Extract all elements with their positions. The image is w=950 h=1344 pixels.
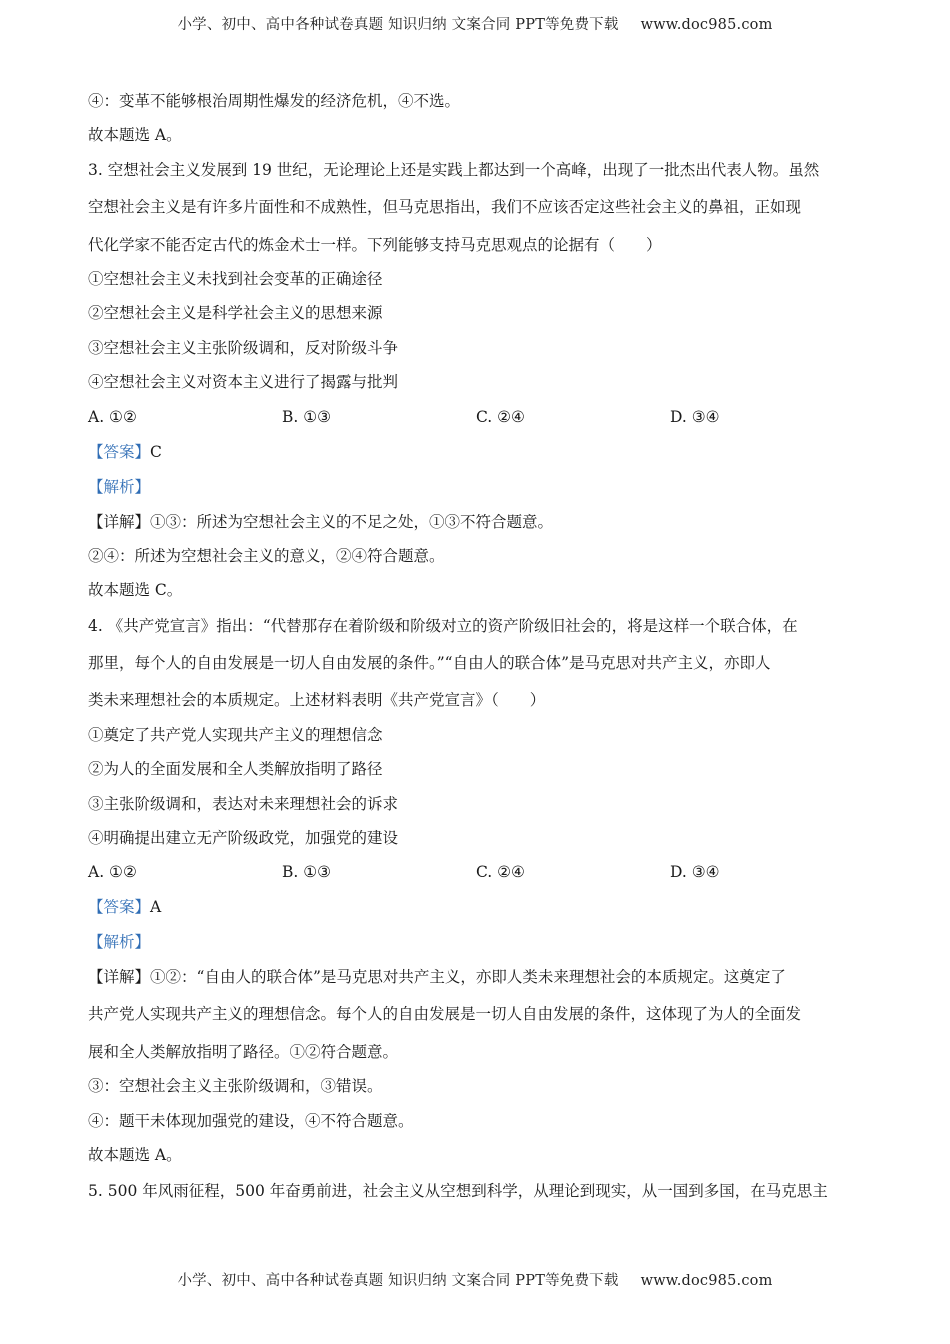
q4-item-3: ③主张阶级调和，表达对未来理想社会的诉求	[88, 795, 399, 813]
detail-text: ①②：“自由人的联合体”是马克思对共产主义，亦即人类未来理想社会的本质规定。这奠定了	[150, 968, 786, 986]
q4-conclusion: 故本题选 A。	[88, 1146, 182, 1164]
q4-option-d[interactable]: D. ③④	[670, 863, 720, 881]
q3-option-d[interactable]: D. ③④	[670, 408, 720, 426]
q4-answer	[88, 897, 161, 917]
answer-value: C	[150, 443, 162, 461]
q4-analysis-heading	[88, 932, 150, 952]
q3-conclusion: 故本题选 C。	[88, 581, 183, 599]
prev-conclusion: 故本题选 A。	[88, 126, 182, 144]
answer-tag: 【答案】	[88, 443, 151, 461]
q3-stem-line-3: 代化学家不能否定古代的炼金术士一样。下列能够支持马克思观点的论据有（ ）	[88, 236, 662, 254]
q3-analysis-heading	[88, 477, 150, 497]
q3-stem-line-1: 3. 空想社会主义发展到 19 世纪，无论理论上还是实践上都达到一个高峰，出现了一批杰出代表人物。虽然	[88, 161, 820, 179]
header-url[interactable]: www.doc985.com	[640, 17, 773, 33]
q4-stem-line-1: 4. 《共产党宣言》指出：“代替那存在着阶级和阶级对立的资产阶级旧社会的，将是这样一个联合体，在	[88, 617, 798, 635]
q4-item-1: ①奠定了共产党人实现共产主义的理想信念	[88, 726, 383, 744]
q3-item-4: ④空想社会主义对资本主义进行了揭露与批判	[88, 373, 399, 391]
q3-option-b[interactable]: B. ①③	[282, 408, 332, 426]
q4-detail-line-2: 共产党人实现共产主义的理想信念。每个人的自由发展是一切人自由发展的条件，这体现了为人的全面发	[88, 1005, 802, 1023]
q3-item-1: ①空想社会主义未找到社会变革的正确途径	[88, 270, 383, 288]
q4-detail-line-3: 展和全人类解放指明了路径。①②符合题意。	[88, 1043, 399, 1061]
detail-text: ①③：所述为空想社会主义的不足之处，①③不符合题意。	[150, 513, 554, 531]
q3-item-2: ②空想社会主义是科学社会主义的思想来源	[88, 304, 383, 322]
analysis-tag: 【解析】	[88, 933, 151, 951]
q4-detail-line-4: ③：空想社会主义主张阶级调和，③错误。	[88, 1077, 383, 1095]
page-header	[0, 13, 950, 34]
answer-tag: 【答案】	[88, 898, 151, 916]
q4-option-b[interactable]: B. ①③	[282, 863, 332, 881]
q4-stem-line-2: 那里，每个人的自由发展是一切人自由发展的条件。”“自由人的联合体”是马克思对共产主义，亦即人	[88, 654, 771, 672]
q4-item-2: ②为人的全面发展和全人类解放指明了路径	[88, 760, 383, 778]
q3-answer	[88, 442, 162, 462]
q4-option-c[interactable]: C. ②④	[476, 863, 525, 881]
page-footer	[0, 1269, 950, 1290]
q5-stem-line-1: 5. 500 年风雨征程，500 年奋勇前进，社会主义从空想到科学，从理论到现实，从一国到多国，在马克思主	[88, 1182, 828, 1200]
footer-url[interactable]: www.doc985.com	[640, 1273, 773, 1289]
q3-option-a[interactable]: A. ①②	[88, 408, 137, 426]
q4-option-a[interactable]: A. ①②	[88, 863, 137, 881]
analysis-tag: 【解析】	[88, 478, 151, 496]
q3-detail-line-2: ②④：所述为空想社会主义的意义，②④符合题意。	[88, 547, 445, 565]
prev-analysis-line: ④：变革不能够根治周期性爆发的经济危机，④不选。	[88, 92, 461, 110]
q4-stem-line-3: 类未来理想社会的本质规定。上述材料表明《共产党宣言》（ ）	[88, 691, 546, 709]
q4-detail-line-1	[88, 967, 786, 987]
q3-detail-line-1	[88, 512, 553, 532]
detail-tag: 【详解】	[88, 968, 151, 986]
footer-text: 小学、初中、高中各种试卷真题 知识归纳 文案合同 PPT等免费下载	[177, 1273, 619, 1289]
q4-item-4: ④明确提出建立无产阶级政党，加强党的建设	[88, 829, 399, 847]
q4-detail-line-5: ④：题干未体现加强党的建设，④不符合题意。	[88, 1112, 414, 1130]
detail-tag: 【详解】	[88, 513, 151, 531]
answer-value: A	[150, 898, 162, 916]
q3-option-c[interactable]: C. ②④	[476, 408, 525, 426]
q3-item-3: ③空想社会主义主张阶级调和，反对阶级斗争	[88, 339, 399, 357]
header-text: 小学、初中、高中各种试卷真题 知识归纳 文案合同 PPT等免费下载	[177, 17, 619, 33]
q3-stem-line-2: 空想社会主义是有许多片面性和不成熟性，但马克思指出，我们不应该否定这些社会主义的鼻祖，正如现	[88, 198, 802, 216]
